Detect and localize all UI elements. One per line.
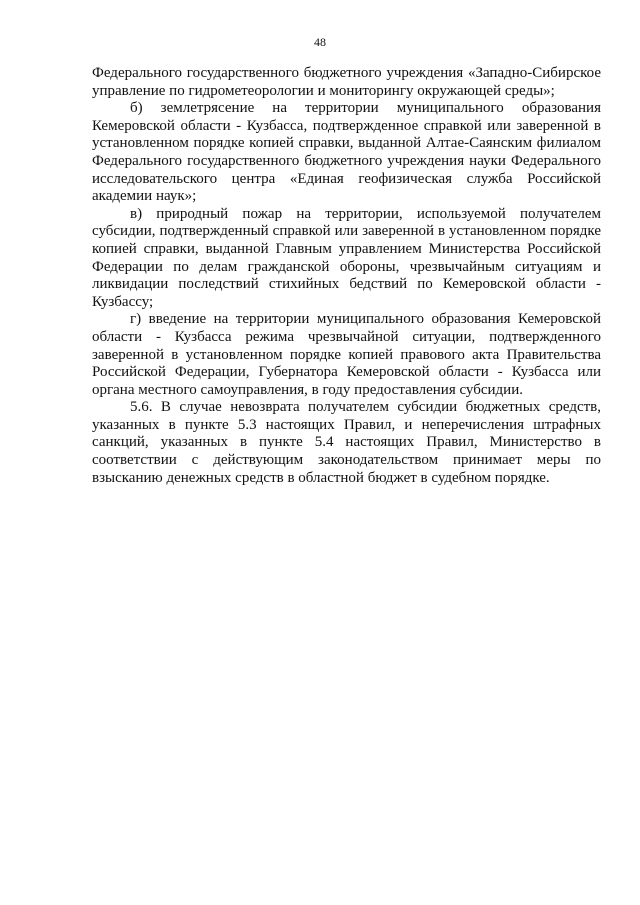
paragraph-item-b: б) землетрясение на территории муниципального образования Кемеровской области - Кузбасса, подтвержденное справкой или заверенной в установленном порядке копией справки, выданной Алтае-Саянским филиалом Федерального государственного бюджетного учреждения науки Федерального исследовательского центра «Единая геофизическая служба Российской академии наук»; [92,100,601,205]
document-body [92,65,601,487]
paragraph-5-6: 5.6. В случае невозврата получателем субсидии бюджетных средств, указанных в пункте 5.3 настоящих Правил, и неперечисления штрафных санкций, указанных в пункте 5.4 настоящих Правил, Министерство в соответствии с действующим законодательством принимает меры по взысканию денежных средств в областной бюджет в судебном порядке. [92,399,601,486]
paragraph-item-v: в) природный пожар на территории, используемой получателем субсидии, подтвержденный справкой или заверенной в установленном порядке копией справки, выданной Главным управлением Министерства Российской Федерации по делам гражданской обороны, чрезвычайным ситуациям и ликвидации последствий стихийных бедствий по Кемеровской области - Кузбассу; [92,205,601,310]
paragraph-continuation: Федерального государственного бюджетного учреждения «Западно-Сибирское управление по гидрометеорологии и мониторингу окружающей среды»; [92,65,601,99]
page-number: 48 [314,35,326,49]
paragraph-item-g: г) введение на территории муниципального образования Кемеровской области - Кузбасса режима чрезвычайной ситуации, подтвержденного заверенной в установленном порядке копией правового акта Правительства Российской Федерации, Губернатора Кемеровской области - Кузбасса или органа местного самоуправления, в году предоставления субсидии. [92,311,601,398]
